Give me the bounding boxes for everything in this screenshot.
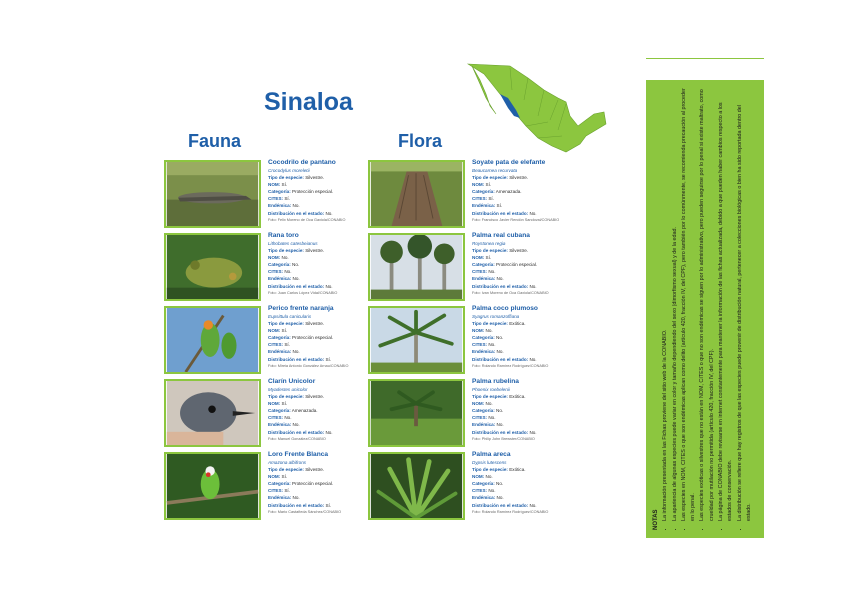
label-tipo: Tipo de especie: xyxy=(268,175,304,181)
species-photo xyxy=(368,160,465,228)
label-nom: NOM: xyxy=(268,182,281,188)
label-categoria: Categoría: xyxy=(472,335,495,341)
photo-credit: Foto: Francisco Javier Rendón Sandoval/CONABIO xyxy=(472,217,560,222)
label-cites: CITES: xyxy=(472,269,488,275)
label-endemica: Endémica: xyxy=(268,495,292,501)
value-endemica: No. xyxy=(292,422,300,428)
label-tipo: Tipo de especie: xyxy=(472,248,508,254)
label-nom: NOM: xyxy=(472,474,485,480)
species-photo xyxy=(368,452,465,520)
label-nom: NOM: xyxy=(268,328,281,334)
photo-credit: Foto: Rolando Ramírez Rodríguez/CONABIO xyxy=(472,363,549,368)
label-distribucion: Distribución en el estado: xyxy=(472,502,529,508)
label-cites: CITES: xyxy=(472,342,488,348)
label-cites: CITES: xyxy=(268,415,284,421)
label-categoria: Categoría: xyxy=(268,335,291,341)
value-nom: Sí. xyxy=(281,182,288,188)
label-nom: NOM: xyxy=(268,401,281,407)
label-categoria: Categoría: xyxy=(472,481,495,487)
value-nom: Sí. xyxy=(281,328,288,334)
value-distribucion: No. xyxy=(325,429,333,435)
label-distribucion: Distribución en el estado: xyxy=(472,429,529,435)
label-nom: NOM: xyxy=(268,474,281,480)
value-distribucion: No. xyxy=(325,283,333,289)
label-tipo: Tipo de especie: xyxy=(268,467,304,473)
label-categoria: Categoría: xyxy=(472,262,495,268)
label-nom: NOM: xyxy=(472,255,485,261)
value-nom: No. xyxy=(485,474,493,480)
value-nom: Sí. xyxy=(281,474,288,480)
value-tipo: Silvestre. xyxy=(305,394,325,400)
species-card-clarin xyxy=(164,379,364,449)
note-item: • Las especies en NOM, CITES o que son endémicas aplican como delito (artículo 420, fracción IV, del CPF), pero también por lo comúnmente, se recomienda precaución al proceder en lo penal. xyxy=(680,88,699,521)
mexico-map xyxy=(466,60,608,160)
label-endemica: Endémica: xyxy=(472,276,496,282)
species-scientific: Dypsis lutescens xyxy=(472,460,507,465)
value-nom: No. xyxy=(281,255,289,261)
value-distribucion: No. xyxy=(529,356,537,362)
label-cites: CITES: xyxy=(472,488,488,494)
species-photo xyxy=(164,452,261,520)
label-nom: NOM: xyxy=(472,182,485,188)
note-item: • La información presentada en las Fichas proviene del sitio web de la CONABIO. xyxy=(661,88,670,521)
value-categoria: Protección especial. xyxy=(496,262,538,268)
species-photo xyxy=(164,233,261,301)
species-card-loro xyxy=(164,452,364,522)
value-endemica: No. xyxy=(292,349,300,355)
value-tipo: Exótica. xyxy=(509,394,526,400)
value-distribucion: No. xyxy=(529,283,537,289)
photo-credit: Foto: Ivan Moreno de Oca Gaxiola/CONABIO xyxy=(472,290,549,295)
label-cites: CITES: xyxy=(268,488,284,494)
species-scientific: Amazona albifrons xyxy=(268,460,307,465)
value-categoria: Protección especial. xyxy=(292,335,334,341)
label-distribucion: Distribución en el estado: xyxy=(268,502,325,508)
value-categoria: Protección especial. xyxy=(292,189,334,195)
label-distribucion: Distribución en el estado: xyxy=(268,429,325,435)
fauna-header: Fauna xyxy=(188,131,242,151)
label-cites: CITES: xyxy=(472,196,488,202)
label-tipo: Tipo de especie: xyxy=(268,248,304,254)
value-nom: Sí. xyxy=(485,182,492,188)
species-name: Rana toro xyxy=(268,232,299,239)
species-photo xyxy=(164,160,261,228)
species-name: Palma real cubana xyxy=(472,232,530,239)
label-distribucion: Distribución en el estado: xyxy=(472,283,529,289)
value-categoria: No. xyxy=(496,335,504,341)
value-endemica: Sí. xyxy=(496,203,503,209)
species-card-palma-real xyxy=(368,233,568,303)
value-cites: No. xyxy=(488,342,496,348)
photo-credit: Foto: Rolando Ramírez Rodríguez/CONABIO xyxy=(472,509,549,514)
species-scientific: Phoenix roebelenii xyxy=(472,387,510,392)
species-name: Perico frente naranja xyxy=(268,305,334,312)
value-tipo: Silvestre. xyxy=(509,248,529,254)
label-endemica: Endémica: xyxy=(268,203,292,209)
value-tipo: Silvestre. xyxy=(305,321,325,327)
value-nom: Sí. xyxy=(485,255,492,261)
label-distribucion: Distribución en el estado: xyxy=(268,210,325,216)
value-distribucion: No. xyxy=(325,210,333,216)
species-photo xyxy=(368,233,465,301)
notes-title: NOTAS xyxy=(653,509,659,530)
photo-credit: Foto: Mireia Antonio González Arnau/CONABIO xyxy=(268,363,349,368)
label-categoria: Categoría: xyxy=(268,189,291,195)
value-endemica: No. xyxy=(292,203,300,209)
species-name: Palma coco plumoso xyxy=(472,305,538,312)
label-categoria: Categoría: xyxy=(472,408,495,414)
value-tipo: Exótica. xyxy=(509,321,526,327)
value-categoria: No. xyxy=(496,481,504,487)
label-categoria: Categoría: xyxy=(268,408,291,414)
label-distribucion: Distribución en el estado: xyxy=(472,356,529,362)
label-endemica: Endémica: xyxy=(472,349,496,355)
species-name: Clarín Unicolor xyxy=(268,378,316,385)
page-title: Sinaloa xyxy=(264,88,353,116)
value-distribucion: No. xyxy=(529,210,537,216)
species-name: Cocodrilo de pantano xyxy=(268,159,336,166)
label-distribucion: Distribución en el estado: xyxy=(268,356,325,362)
species-scientific: Lithobates catesbeianus xyxy=(268,241,318,246)
species-scientific: Syagrus romanzoffiana xyxy=(472,314,520,319)
label-cites: CITES: xyxy=(268,342,284,348)
species-scientific: Roystonea regia xyxy=(472,241,506,246)
photo-credit: Foto: Mario Castañeda Sánchez/CONABIO xyxy=(268,509,342,514)
value-cites: No. xyxy=(488,415,496,421)
value-endemica: No. xyxy=(496,349,504,355)
species-card-coco-plumoso xyxy=(368,306,568,376)
species-card-soyate xyxy=(368,160,568,230)
value-cites: No. xyxy=(284,269,292,275)
label-tipo: Tipo de especie: xyxy=(472,394,508,400)
species-card-rana xyxy=(164,233,364,303)
label-cites: CITES: xyxy=(472,415,488,421)
species-photo xyxy=(368,379,465,447)
species-card-areca xyxy=(368,452,568,522)
photo-credit: Foto: Manuel González/CONABIO xyxy=(268,436,326,441)
value-endemica: No. xyxy=(496,276,504,282)
label-tipo: Tipo de especie: xyxy=(268,394,304,400)
species-card-cocodrilo xyxy=(164,160,364,230)
label-endemica: Endémica: xyxy=(268,349,292,355)
label-cites: CITES: xyxy=(268,196,284,202)
label-categoria: Categoría: xyxy=(268,481,291,487)
species-scientific: Crocodylus moreletii xyxy=(268,168,310,173)
label-endemica: Endémica: xyxy=(472,422,496,428)
value-tipo: Silvestre. xyxy=(305,248,325,254)
photo-credit: Foto: Philip John Brewster/CONABIO xyxy=(472,436,535,441)
value-categoria: No. xyxy=(292,262,300,268)
species-scientific: Beaucarnea recurvata xyxy=(472,168,518,173)
value-endemica: No. xyxy=(292,495,300,501)
notes-content xyxy=(646,80,764,538)
value-cites: Sí. xyxy=(284,488,290,494)
species-photo xyxy=(368,306,465,374)
label-endemica: Endémica: xyxy=(472,203,496,209)
species-photo xyxy=(164,379,261,447)
label-nom: NOM: xyxy=(472,328,485,334)
note-item: • La apariencia de algunas especies puede variar en color y tamaño dependiendo del sexo (dimorfismo sexual) y de la edad. xyxy=(671,88,680,521)
label-tipo: Tipo de especie: xyxy=(472,175,508,181)
value-cites: Sí. xyxy=(284,196,290,202)
label-tipo: Tipo de especie: xyxy=(268,321,304,327)
value-distribucion: Sí. xyxy=(325,356,332,362)
notes-list xyxy=(661,88,754,530)
note-item: • Las especies exóticas o silvestres que no están en NOM, CITES o que no son endémicas se siguen por lo administrativo, pero pueden seguirse por lo penal si existe maltrato, como crueldad por mutilación no permitida (artículo 420, fracción IV, del CPF). xyxy=(698,88,717,521)
value-endemica: No. xyxy=(292,276,300,282)
value-cites: Sí. xyxy=(488,196,494,202)
species-scientific: Eupsittula canicularis xyxy=(268,314,312,319)
species-name: Palma rubelina xyxy=(472,378,519,385)
species-scientific: Myadestes unicolor xyxy=(268,387,308,392)
label-endemica: Endémica: xyxy=(472,495,496,501)
value-cites: Sí. xyxy=(284,342,290,348)
photo-credit: Foto: Felix Moreno de Oca Gaxiola/CONABIO xyxy=(268,217,346,222)
label-distribucion: Distribución en el estado: xyxy=(268,283,325,289)
value-categoria: Amenazada. xyxy=(291,408,318,414)
note-item: • La página de CONABIO debe revisarse en internet constantemente para mantener la información de las fichas actualizada, debido a que pueden haber cambios respecto a los estados de conservación. xyxy=(717,88,736,521)
flora-header: Flora xyxy=(398,131,443,151)
value-distribucion: No. xyxy=(529,502,537,508)
species-name: Soyate pata de elefante xyxy=(472,159,546,166)
value-nom: No. xyxy=(485,328,493,334)
label-tipo: Tipo de especie: xyxy=(472,321,508,327)
value-tipo: Silvestre. xyxy=(305,175,325,181)
value-cites: No. xyxy=(284,415,292,421)
label-cites: CITES: xyxy=(268,269,284,275)
value-cites: No. xyxy=(488,269,496,275)
value-endemica: No. xyxy=(496,422,504,428)
species-name: Palma areca xyxy=(472,451,511,458)
label-nom: NOM: xyxy=(472,401,485,407)
value-categoria: Amenazada. xyxy=(495,189,522,195)
label-distribucion: Distribución en el estado: xyxy=(472,210,529,216)
species-photo xyxy=(164,306,261,374)
label-categoria: Categoría: xyxy=(472,189,495,195)
notes-panel xyxy=(646,80,764,538)
value-tipo: Silvestre. xyxy=(305,467,325,473)
species-card-perico xyxy=(164,306,364,376)
label-categoria: Categoría: xyxy=(268,262,291,268)
label-nom: NOM: xyxy=(268,255,281,261)
value-endemica: No. xyxy=(496,495,504,501)
species-card-rubelina xyxy=(368,379,568,449)
photo-credit: Foto: Juan Carlos López Vidal/CONABIO xyxy=(268,290,338,295)
value-distribucion: No. xyxy=(529,429,537,435)
value-nom: Sí. xyxy=(281,401,288,407)
notes-top-rule xyxy=(646,58,764,59)
value-categoria: No. xyxy=(496,408,504,414)
value-distribucion: Sí. xyxy=(325,502,332,508)
label-tipo: Tipo de especie: xyxy=(472,467,508,473)
value-categoria: Protección especial. xyxy=(292,481,334,487)
value-tipo: Exótica. xyxy=(509,467,526,473)
label-endemica: Endémica: xyxy=(268,276,292,282)
value-nom: No. xyxy=(485,401,493,407)
value-tipo: Silvestre. xyxy=(509,175,529,181)
species-name: Loro Frente Blanca xyxy=(268,451,329,458)
label-endemica: Endémica: xyxy=(268,422,292,428)
note-item: • La distribución se refiere que hay registros de que las especies puede provenir de distribución natural, pertenecer a colecciones biológicas o bien ha sido reportada dentro del estado. xyxy=(736,88,755,521)
value-cites: No. xyxy=(488,488,496,494)
